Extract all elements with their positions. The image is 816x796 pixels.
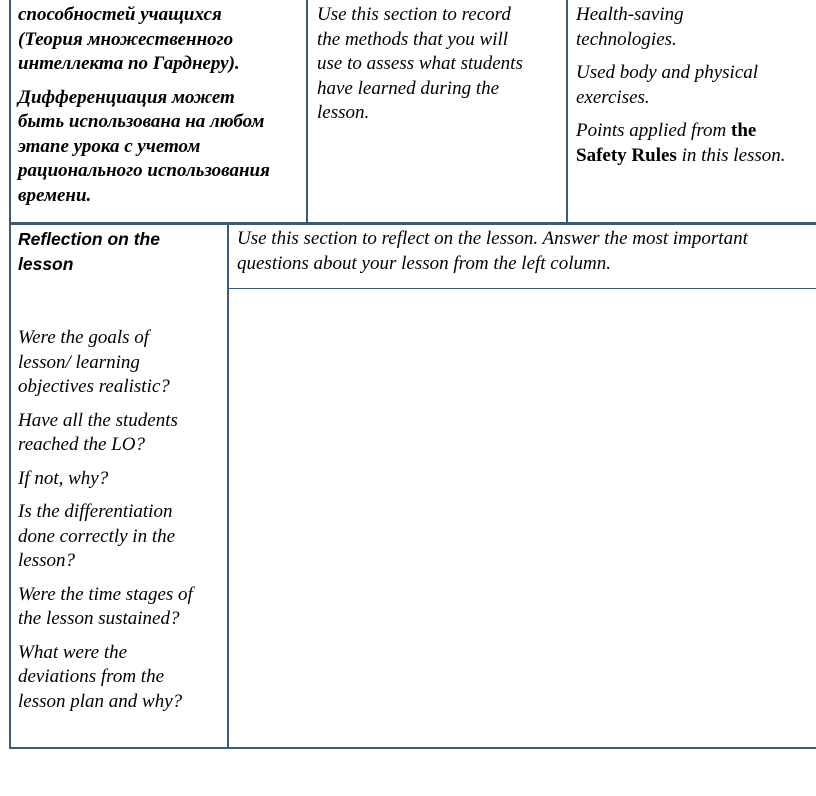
col-divider-top-1 <box>306 0 308 223</box>
question: If not, why? <box>18 467 109 489</box>
question: Is the differentiation done correctly in the lesson? <box>18 501 176 571</box>
text-line: Used body and physical <box>576 62 759 83</box>
heading-line: Reflection on the <box>18 229 160 249</box>
assessment-cell <box>317 3 562 135</box>
text-line: Use this section to record <box>317 4 511 25</box>
text-line: этапе урока с учетом <box>18 135 201 157</box>
text-line: Points applied from <box>576 120 731 141</box>
text-line: Дифференциация может <box>18 86 235 108</box>
row-divider <box>9 222 816 225</box>
text-line: времени. <box>18 184 92 206</box>
text-line: Use this section to reflect on the lesson. Answer the most important <box>237 228 748 249</box>
text-line: Health-saving <box>576 4 684 25</box>
question: Have all the students reached the LO? <box>18 409 178 455</box>
table-bottom-border <box>9 747 816 749</box>
differentiation-cell <box>18 3 303 217</box>
reflection-questions <box>18 326 225 723</box>
text-line: быть использована на любом <box>18 111 265 132</box>
text-line: lesson. <box>317 102 370 123</box>
table-left-border <box>9 0 11 749</box>
text-line: exercises. <box>576 86 650 108</box>
text-line: the methods that you will <box>317 28 509 50</box>
col-divider-top-2 <box>566 0 568 223</box>
text-line: (Теория множественного <box>18 28 234 50</box>
heading-line: lesson <box>18 253 74 274</box>
text-line: have learned during the <box>317 77 500 99</box>
bold-text: the <box>731 120 757 141</box>
text-line: use to assess what students <box>317 53 523 74</box>
question: Were the time stages of the lesson sustained? <box>18 583 193 629</box>
health-safety-cell <box>576 3 814 177</box>
text-line: интеллекта по Гарднеру). <box>18 53 240 74</box>
question: What were the deviations from the lesson plan and why? <box>18 641 183 712</box>
bold-text: Safety Rules <box>576 144 677 166</box>
reflection-heading <box>18 227 223 276</box>
text-line: рационального использования <box>18 160 270 181</box>
text-line: способностей учащихся <box>18 4 222 25</box>
question: Were the goals of lesson/ learning objectives realistic? <box>18 327 170 397</box>
text-line: questions about your lesson from the left column. <box>237 252 611 274</box>
text-line: technologies. <box>576 28 677 50</box>
text-line: in this lesson. <box>676 144 786 166</box>
reflection-answer-area[interactable] <box>229 289 816 747</box>
reflection-instruction <box>237 227 815 276</box>
